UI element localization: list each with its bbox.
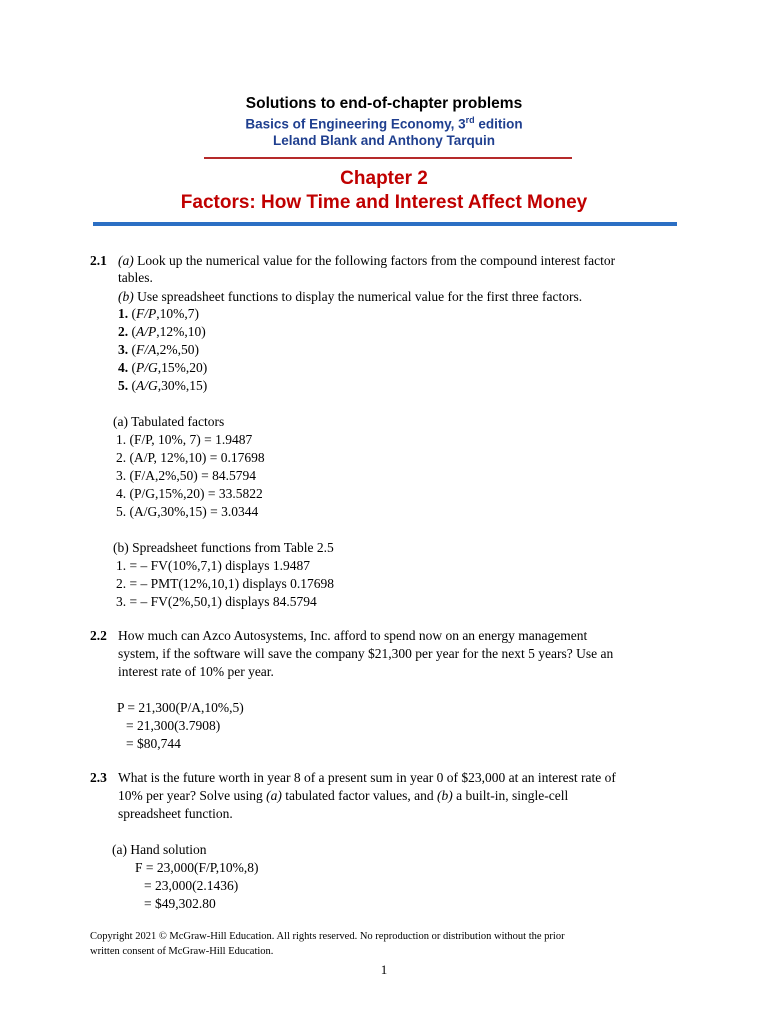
copyright-line: written consent of McGraw-Hill Education.: [90, 946, 274, 957]
book-authors: Leland Blank and Anthony Tarquin: [272, 133, 495, 148]
factor-number: 1.: [118, 306, 129, 321]
factor-item: [118, 377, 207, 394]
factor-number: 4.: [118, 360, 129, 375]
factor-open: (: [128, 342, 136, 357]
problem-2-2-text: interest rate of 10% per year.: [118, 664, 274, 679]
problem-2-3-text: spreadsheet function.: [118, 806, 233, 821]
factor-number: 5.: [118, 378, 129, 393]
factor-open: (: [128, 306, 136, 321]
solution-2-2-line: P = 21,300(P/A,10%,5): [117, 700, 244, 715]
factor-params: ,12%,10): [156, 324, 206, 339]
solution-a-line: 3. (F/A,2%,50) = 84.5794: [116, 468, 256, 483]
solution-a-line: 4. (P/G,15%,20) = 33.5822: [116, 486, 263, 501]
document-title: Solutions to end-of-chapter problems: [245, 95, 523, 112]
solution-b-line: 3. = – FV(2%,50,1) displays 84.5794: [116, 594, 317, 609]
factor-params: ,2%,50): [156, 342, 199, 357]
problem-2-2-text: system, if the software will save the company $21,300 per year for the next 5 years? Use an: [118, 646, 614, 661]
solution-b-heading: (b) Spreadsheet functions from Table 2.5: [113, 540, 334, 555]
chapter-name: Factors: How Time and Interest Affect Money: [180, 192, 588, 213]
problem-2-1-part-a: [118, 252, 615, 269]
problem-2-3-text: [118, 787, 568, 804]
factor-open: (: [128, 378, 136, 393]
copyright-footer: [90, 929, 690, 959]
book-edition-text: edition: [474, 116, 523, 132]
problem-number-2-3: 2.3: [90, 770, 107, 785]
factor-symbol: F/P: [136, 306, 157, 321]
factor-item: [118, 323, 206, 340]
problem-2-3-text: What is the future worth in year 8 of a present sum in year 0 of $23,000 at an interest rate of: [118, 770, 616, 785]
factor-open: (: [128, 324, 136, 339]
problem-2-3-text-part: 10% per year? Solve using: [118, 788, 267, 803]
problem-2-1-part-b: [118, 288, 582, 305]
solution-2-3-line: F = 23,000(F/P,10%,8): [135, 860, 259, 875]
solution-2-3-line: = $49,302.80: [144, 896, 216, 911]
factor-open: (: [128, 360, 136, 375]
part-b-label: (b): [118, 289, 134, 304]
problem-number-2-2: 2.2: [90, 628, 107, 643]
factor-params: ,30%,15): [157, 378, 208, 393]
part-b-label: (b): [437, 788, 453, 803]
factor-symbol: A/G: [136, 378, 158, 393]
page-number: 1: [380, 962, 388, 977]
problem-2-3-text-part: a built-in, single-cell: [452, 788, 569, 803]
solution-2-3-heading: (a) Hand solution: [112, 842, 207, 857]
part-a-label: (a): [266, 788, 282, 803]
factor-symbol: A/P: [136, 324, 157, 339]
problem-number-2-1: 2.1: [90, 253, 107, 268]
problem-2-3-text-part: tabulated factor values, and: [281, 788, 438, 803]
problem-2-1-part-a-cont: tables.: [118, 270, 153, 285]
solution-b-line: 2. = – PMT(12%,10,1) displays 0.17698: [116, 576, 334, 591]
factor-symbol: P/G: [136, 360, 158, 375]
solution-2-2-line: = 21,300(3.7908): [126, 718, 221, 733]
factor-params: ,10%,7): [156, 306, 199, 321]
factor-item: [118, 341, 199, 358]
factor-params: ,15%,20): [157, 360, 208, 375]
book-edition-sup: rd: [465, 115, 475, 125]
chapter-number: Chapter 2: [340, 168, 428, 189]
copyright-line: Copyright 2021 © McGraw-Hill Education. All rights reserved. No reproduction or distribution without the prior: [90, 931, 565, 942]
solution-a-heading: (a) Tabulated factors: [113, 414, 225, 429]
book-title: [0, 115, 768, 132]
header-divider: [204, 157, 572, 159]
chapter-divider: [93, 222, 677, 226]
solution-2-2-line: = $80,744: [126, 736, 181, 751]
solution-b-line: 1. = – FV(10%,7,1) displays 1.9487: [116, 558, 310, 573]
factor-symbol: F/A: [136, 342, 157, 357]
solution-a-line: 5. (A/G,30%,15) = 3.0344: [116, 504, 259, 519]
part-b-text: Use spreadsheet functions to display the numerical value for the first three factors.: [133, 289, 583, 304]
solution-a-line: 1. (F/P, 10%, 7) = 1.9487: [116, 432, 253, 447]
solution-a-line: 2. (A/P, 12%,10) = 0.17698: [116, 450, 265, 465]
factor-number: 2.: [118, 324, 129, 339]
factor-item: [118, 305, 199, 322]
problem-2-2-text: How much can Azco Autosystems, Inc. afford to spend now on an energy management: [118, 628, 588, 643]
part-a-label: (a): [118, 253, 134, 268]
book-title-text: Basics of Engineering Economy, 3: [245, 116, 466, 132]
solution-2-3-line: = 23,000(2.1436): [144, 878, 239, 893]
factor-number: 3.: [118, 342, 129, 357]
factor-item: [118, 359, 207, 376]
part-a-text: Look up the numerical value for the following factors from the compound interest factor: [133, 253, 616, 268]
